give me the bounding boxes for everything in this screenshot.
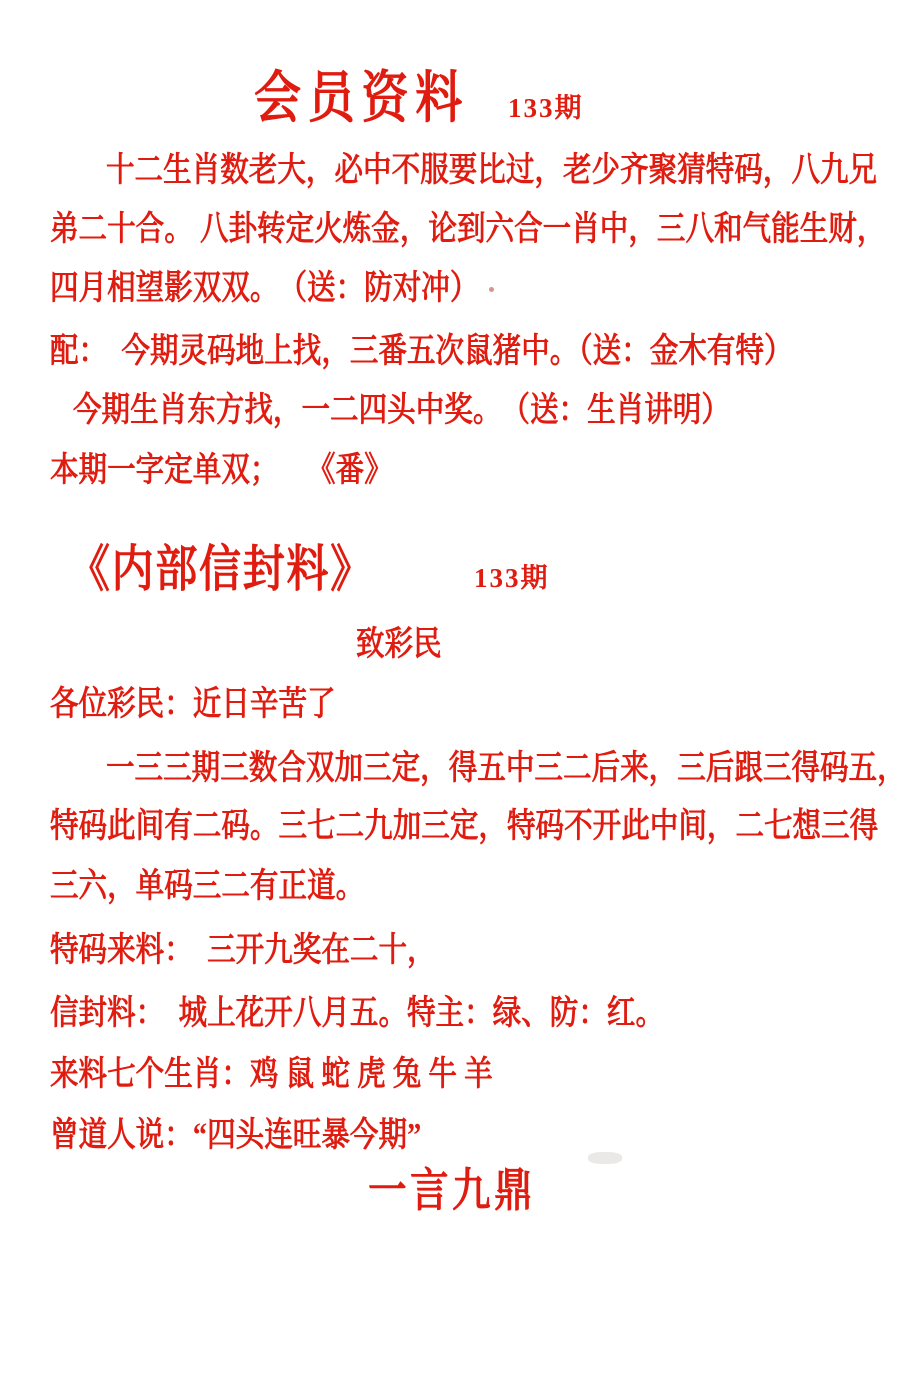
footer-slogan: 一言九鼎 bbox=[368, 1165, 536, 1216]
envelope-paragraph-line: 特码此间有二码。三七二九加三定，特码不开此中间，二七想三得 bbox=[50, 808, 879, 845]
member-issue-number: 133期 bbox=[508, 93, 584, 123]
envelope-section-title: 《内部信封料》 bbox=[68, 541, 374, 597]
envelope-paragraph-line: 一三三期三数合双加三定，得五中三二后来，三后跟三得码五， bbox=[106, 750, 906, 787]
member-shengxiao-line: 今期生肖东方找，一二四头中奖。 （送：生肖讲明） bbox=[73, 392, 730, 429]
envelope-subtitle: 致彩民 bbox=[356, 626, 442, 663]
member-paragraph-line: 弟二十合。 八卦转定火炼金，论到六合一肖中，三八和气能生财， bbox=[50, 211, 886, 248]
member-danshuang-line: 本期一字定单双； 《番》 bbox=[50, 452, 393, 489]
scan-smudge-artifact bbox=[588, 1152, 622, 1164]
ink-dot-artifact bbox=[489, 287, 494, 292]
zengdaoren-line: 曾道人说：“四头连旺暴今期” bbox=[50, 1117, 422, 1154]
member-pei-line: 配： 今期灵码地上找，三番五次鼠猪中。（送：金木有特） bbox=[50, 333, 793, 370]
envelope-paragraph-line: 三六，单码三二有正道。 bbox=[50, 868, 365, 905]
tema-line: 特码来料： 三开九奖在二十， bbox=[50, 932, 436, 969]
envelope-greeting: 各位彩民：近日辛苦了 bbox=[50, 686, 336, 723]
member-section-title: 会员资料 bbox=[254, 68, 470, 130]
member-paragraph-line: 十二生肖数老大，必中不服要比过，老少齐聚猜特码，八九兄 bbox=[106, 152, 878, 189]
xinfeng-line: 信封料： 城上花开八月五。特主：绿、防：红。 bbox=[50, 995, 665, 1032]
zodiac-line: 来料七个生肖：鸡 鼠 蛇 虎 兔 牛 羊 bbox=[50, 1056, 493, 1093]
member-paragraph-line: 四月相望影双双。 （送：防对冲） bbox=[50, 270, 479, 307]
envelope-issue-number: 133期 bbox=[474, 563, 550, 593]
